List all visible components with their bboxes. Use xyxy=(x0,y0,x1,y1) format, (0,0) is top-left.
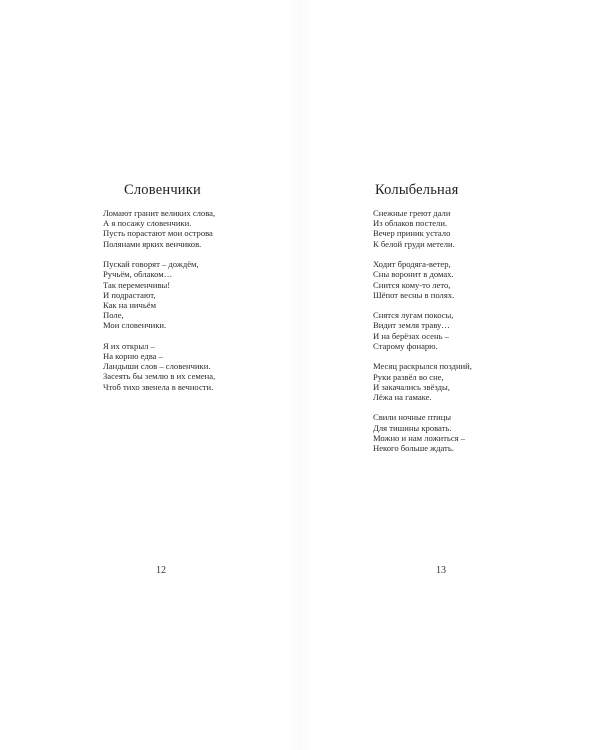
page-number: 13 xyxy=(436,565,446,576)
poem-line: Видит земля траву… xyxy=(373,320,450,331)
poem-line: Ломают гранит великих слова, xyxy=(103,208,216,218)
poem-line: И закачались звёзды, xyxy=(373,381,450,392)
poem-body xyxy=(103,208,215,392)
poem-line: Шёпот весны в полях. xyxy=(373,289,455,300)
right-page xyxy=(300,0,600,750)
stanza xyxy=(103,208,215,249)
poem-line: На корню едва – xyxy=(103,351,163,362)
poem-line: К белой груди метели. xyxy=(373,238,455,249)
poem-line: Чтоб тихо звенела в вечности. xyxy=(103,381,214,392)
stanza xyxy=(103,259,215,330)
poem-line: Снится кому-то лето, xyxy=(373,279,451,290)
poem-line: Полянами ярких венчиков. xyxy=(103,238,202,249)
poem-line: Мои словенчики. xyxy=(103,320,167,331)
stanza xyxy=(373,412,472,453)
poem-line: Снятся лугам покосы, xyxy=(373,310,454,321)
stanza xyxy=(103,341,215,392)
poem-body xyxy=(373,208,472,453)
poem-title: Колыбельная xyxy=(375,182,459,198)
poem-line: Засеять бы землю в их семена, xyxy=(103,371,216,382)
poem-line: Пусть порастают мои острова xyxy=(103,228,213,239)
stanza xyxy=(373,208,472,249)
poem-line: Руки развёл во сне, xyxy=(373,371,444,382)
poem-line: И на берёзах осень – xyxy=(373,330,449,341)
poem-line: Сны воронит в домах. xyxy=(373,269,454,280)
poem-line: Я их открыл – xyxy=(103,340,155,351)
page-number: 12 xyxy=(156,565,166,576)
poem-line: Старому фонарю. xyxy=(373,340,438,351)
poem-line: Лёжа на гамаке. xyxy=(373,391,432,402)
poem-line: Ручьём, облаком… xyxy=(103,269,173,280)
poem-line: Как на ничьём xyxy=(103,299,157,310)
poem-line: Вечер приник устало xyxy=(373,228,451,239)
poem-line: Ландыши слов – словенчики. xyxy=(103,361,211,372)
poem-line: Так переменчивы! xyxy=(103,279,171,290)
poem-line: Ходит бродяга-ветер, xyxy=(373,259,451,270)
poem-line: Некого больше ждать. xyxy=(373,443,454,454)
poem-line: Для тишины кровать. xyxy=(373,422,452,433)
poem-line: Снежные греют дали xyxy=(373,208,451,218)
stanza xyxy=(373,361,472,402)
poem-line: Можно и нам ложиться – xyxy=(373,432,466,443)
stanza xyxy=(373,310,472,351)
stanza xyxy=(373,259,472,300)
poem-line: А я посажу словенчики. xyxy=(103,218,192,229)
poem-line: Свили ночные птицы xyxy=(373,412,452,423)
poem-line: Пускай говорят – дождём, xyxy=(103,259,199,270)
poem-line: Месяц раскрылся поздний, xyxy=(373,361,472,372)
poem-line: Поле, xyxy=(103,310,124,321)
poem-line: Из облаков постели. xyxy=(373,218,448,229)
poem-line: И подрастают, xyxy=(103,289,156,300)
poem-title: Словенчики xyxy=(124,182,201,198)
